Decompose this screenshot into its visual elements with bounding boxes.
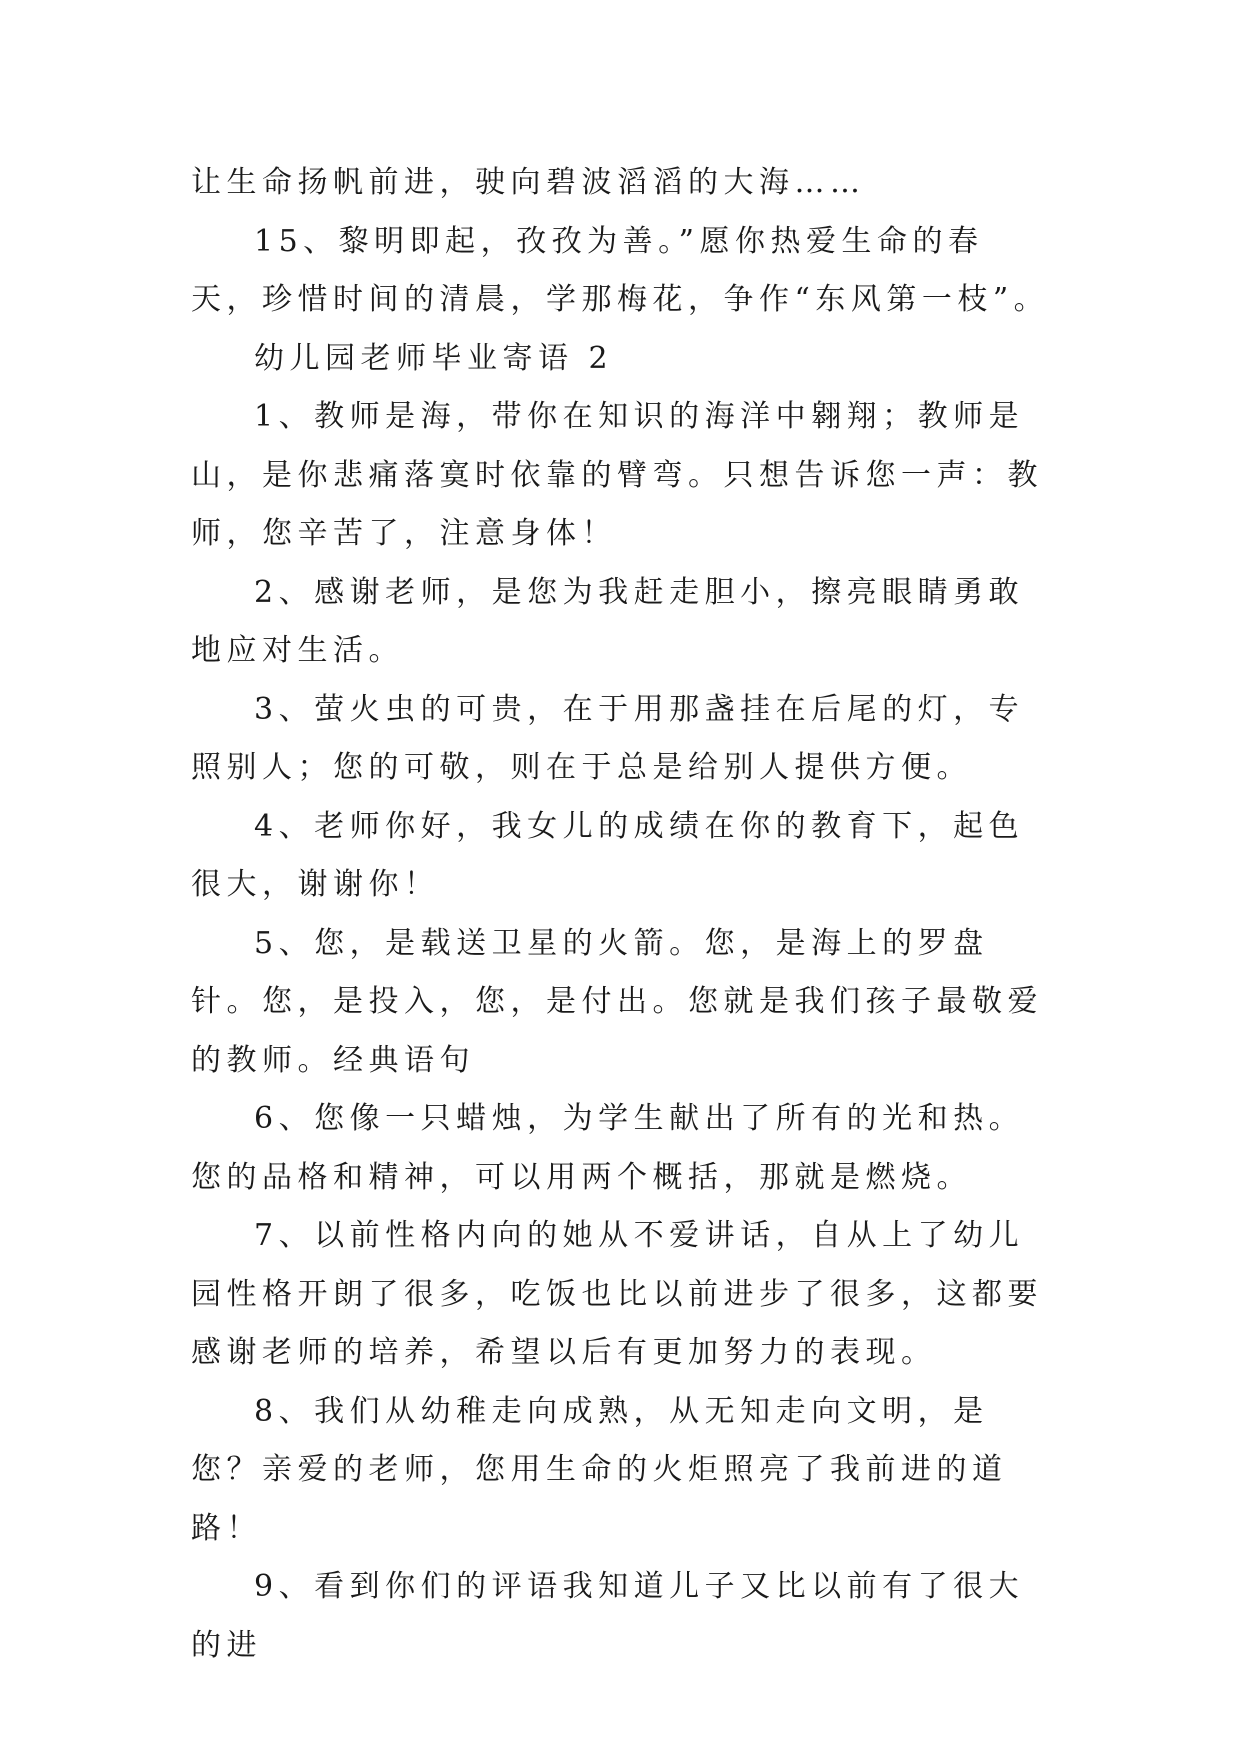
section-heading: 幼儿园老师毕业寄语 2	[254, 340, 614, 376]
paragraph-item-8: 8、我们从幼稚走向成熟，从无知走向文明，是您？亲爱的老师，您用生命的火炬照亮了我前进的道路！	[191, 1393, 1008, 1546]
paragraph-item-3: 3、萤火虫的可贵，在于用那盏挂在后尾的灯，专照别人；您的可敬，则在于总是给别人提供方便。	[191, 691, 1025, 785]
paragraph-item-15: 15、黎明即起，孜孜为善。”愿你热爱生命的春天，珍惜时间的清晨，学那梅花，争作“东风第一枝”。	[191, 223, 1050, 317]
paragraph-item-9: 9、看到你们的评语我知道儿子又比以前有了很大的进	[191, 1569, 1025, 1663]
paragraph-item-7: 7、以前性格内向的她从不爱讲话，自从上了幼儿园性格开朗了很多，吃饭也比以前进步了很多，这都要感谢老师的培养，希望以后有更加努力的表现。	[191, 1218, 1043, 1370]
paragraph-item-5: 5、您，是载送卫星的火箭。您，是海上的罗盘针。您，是投入，您，是付出。您就是我们孩子最敬爱的教师。经典语句	[191, 925, 1043, 1078]
paragraph-item-6: 6、您像一只蜡烛，为学生献出了所有的光和热。您的品格和精神，可以用两个概括，那就是燃烧。	[191, 1101, 1025, 1195]
document-page	[191, 154, 1051, 1675]
paragraph-item-4: 4、老师你好，我女儿的成绩在你的教育下，起色很大，谢谢你！	[191, 808, 1025, 902]
paragraph-item-1: 1、教师是海，带你在知识的海洋中翱翔；教师是山，是你悲痛落寞时依靠的臂弯。只想告诉您一声：教师，您辛苦了，注意身体！	[191, 399, 1043, 551]
paragraph-item-2: 2、感谢老师，是您为我赶走胆小，擦亮眼睛勇敢地应对生活。	[191, 574, 1025, 668]
paragraph-continuation: 让生命扬帆前进，驶向碧波滔滔的大海……	[191, 165, 866, 200]
